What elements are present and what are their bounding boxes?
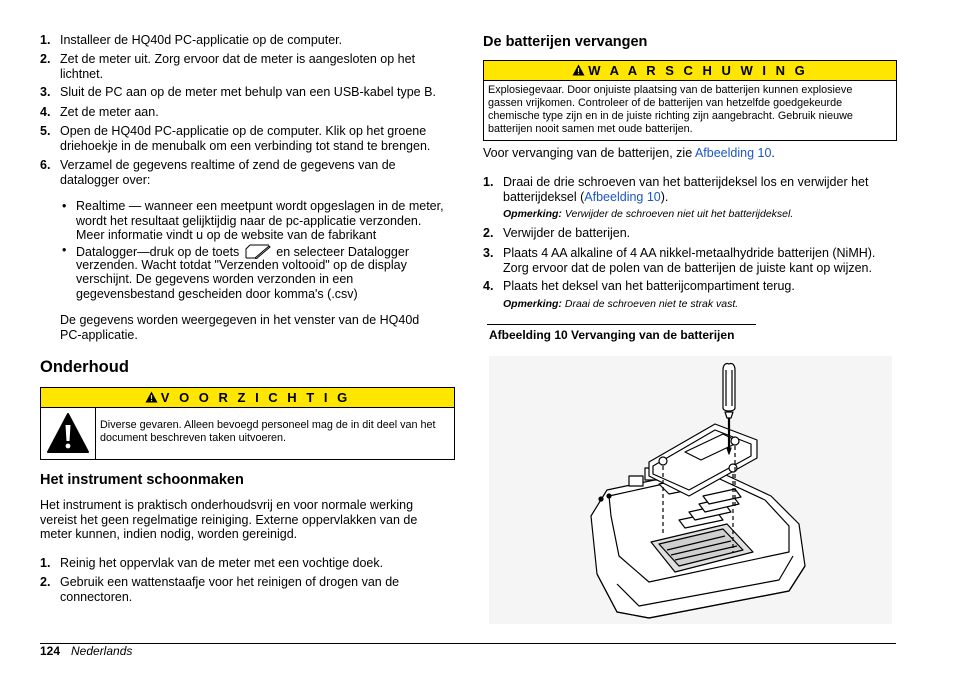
bullet-text: verzenden. Wacht totdat "Verzenden voltooid" op de display	[76, 257, 407, 272]
page-number: 124	[40, 644, 61, 658]
paragraph-line: meter kunnen, indien nodig, worden gereinigd.	[40, 527, 298, 542]
step-text: Gebruik een wattenstaafje voor het reinigen of drogen van de	[60, 575, 400, 589]
warning-triangle-icon	[572, 62, 585, 81]
step-text: connectoren.	[60, 589, 133, 604]
step-number: 6.	[40, 158, 51, 172]
warning-title: W A A R S C H U W I N G	[588, 63, 808, 78]
bullet-text: wordt het resultaat gelijktijdig naar de pc-applicatie verzonden.	[76, 213, 422, 228]
figure-link[interactable]: Afbeelding 10	[584, 189, 661, 204]
step-number: 2.	[40, 575, 51, 589]
warning-triangle-icon	[145, 389, 158, 408]
step-text: driehoekje in de menubalk om een verbinding tot stand te brengen.	[60, 138, 431, 153]
warning-box	[483, 60, 897, 141]
battery-figure	[489, 356, 892, 624]
step-number: 1.	[40, 556, 51, 570]
subsection-title: Het instrument schoonmaken	[40, 472, 244, 488]
step-number: 4.	[483, 279, 494, 293]
step-text: Zet de meter uit. Zorg ervoor dat de meter is aangesloten op het	[60, 52, 416, 66]
step-number: 2.	[40, 52, 51, 66]
warning-text: Explosiegevaar. Door onjuiste plaatsing van de batterijen kunnen explosieve	[488, 84, 853, 96]
step-text: Zet de meter aan.	[60, 105, 159, 119]
step-number: 5.	[40, 124, 51, 138]
figure-rule	[487, 324, 756, 325]
section-title: De batterijen vervangen	[483, 34, 648, 50]
section-title: Onderhoud	[40, 358, 129, 376]
hazard-triangle-icon	[46, 412, 90, 459]
step-text: Verwijder de batterijen.	[503, 226, 631, 240]
figure-link[interactable]: Afbeelding 10	[694, 146, 772, 160]
step-text: Open de HQ40d PC-applicatie op de computer. Klik op het groene	[60, 124, 427, 138]
caution-text: Diverse gevaren. Alleen bevoegd personeel mag de in dit deel van het	[100, 419, 436, 431]
step-2	[40, 52, 455, 82]
warning-text: chemische type zijn en in de juiste richting zijn aangebracht. Gebruik nieuwe	[488, 110, 853, 122]
step-text: lichtnet.	[60, 66, 104, 81]
result-paragraph	[60, 313, 455, 342]
bullet-text: Datalogger—druk op de toets	[76, 245, 240, 259]
step-number: 1.	[40, 33, 51, 47]
step-text: Verzamel de gegevens realtime of zend de gegevens van de	[60, 158, 396, 172]
caution-title: V O O R Z I C H T I G	[160, 390, 351, 405]
paragraph-line: PC-applicatie.	[60, 327, 138, 342]
step-number: 4.	[40, 105, 51, 119]
bullet-text: Meer informatie vindt u op de website van de fabrikant	[76, 228, 377, 243]
step-text: Reinig het oppervlak van de meter met een vochtige doek.	[60, 556, 384, 570]
bullet-text: verschijnt. De gegevens worden verzonden in een	[76, 272, 354, 287]
footer-rule	[40, 643, 896, 644]
caution-text: document beschreven taken uitvoeren.	[100, 432, 287, 444]
note-2: Opmerking: Draai de schroeven niet te strak vast.	[503, 298, 739, 310]
paragraph-line: vereist het geen regelmatige reiniging. Externe oppervlakken van de	[40, 512, 418, 527]
note-1: Opmerking: Verwijder de schroeven niet uit het batterijdeksel.	[503, 208, 794, 220]
footer-language: Nederlands	[71, 644, 133, 658]
warning-text: gassen vrijkomen. Controleer of de batterijen van hetzelfde goedgekeurde	[488, 97, 843, 109]
step-text: Plaats het deksel van het batterijcompartiment terug.	[503, 279, 795, 293]
bullet-text: gegevensbestand gescheiden door komma's (.csv)	[76, 286, 358, 301]
replace-intro: Voor vervanging van de batterijen, zie Afbeelding 10.	[483, 146, 775, 160]
step-text: Plaats 4 AA alkaline of 4 AA nikkel-metaalhydride batterijen (NiMH).	[503, 246, 876, 260]
bullet-text: en selecteer Datalogger	[276, 245, 409, 259]
paragraph-line: Het instrument is praktisch onderhoudsvrij en voor normale werking	[40, 498, 414, 512]
step-number: 3.	[40, 85, 51, 99]
warning-text: batterijen nooit samen met oude batterijen.	[488, 123, 693, 135]
figure-caption: Afbeelding 10 Vervanging van de batterijen	[489, 328, 735, 342]
step-number: 2.	[483, 226, 494, 240]
step-text: Zorg ervoor dat de polen van de batterijen de juiste kant op wijzen.	[503, 260, 872, 275]
cleaning-intro	[40, 498, 455, 542]
step-number: 3.	[483, 246, 494, 260]
step-text: Installeer de HQ40d PC-applicatie op de computer.	[60, 33, 343, 47]
step-text: Draai de drie schroeven van het batterijdeksel los en verwijder het	[503, 175, 869, 189]
bullet-text: Realtime — wanneer een meetpunt wordt opgeslagen in de meter,	[76, 199, 444, 213]
step-text: Sluit de PC aan op de meter met behulp van een USB-kabel type B.	[60, 85, 436, 99]
caution-box	[40, 387, 455, 460]
paragraph-line: De gegevens worden weergegeven in het venster van de HQ40d	[60, 313, 420, 327]
step-text: datalogger over:	[60, 172, 151, 187]
step-number: 1.	[483, 175, 494, 189]
